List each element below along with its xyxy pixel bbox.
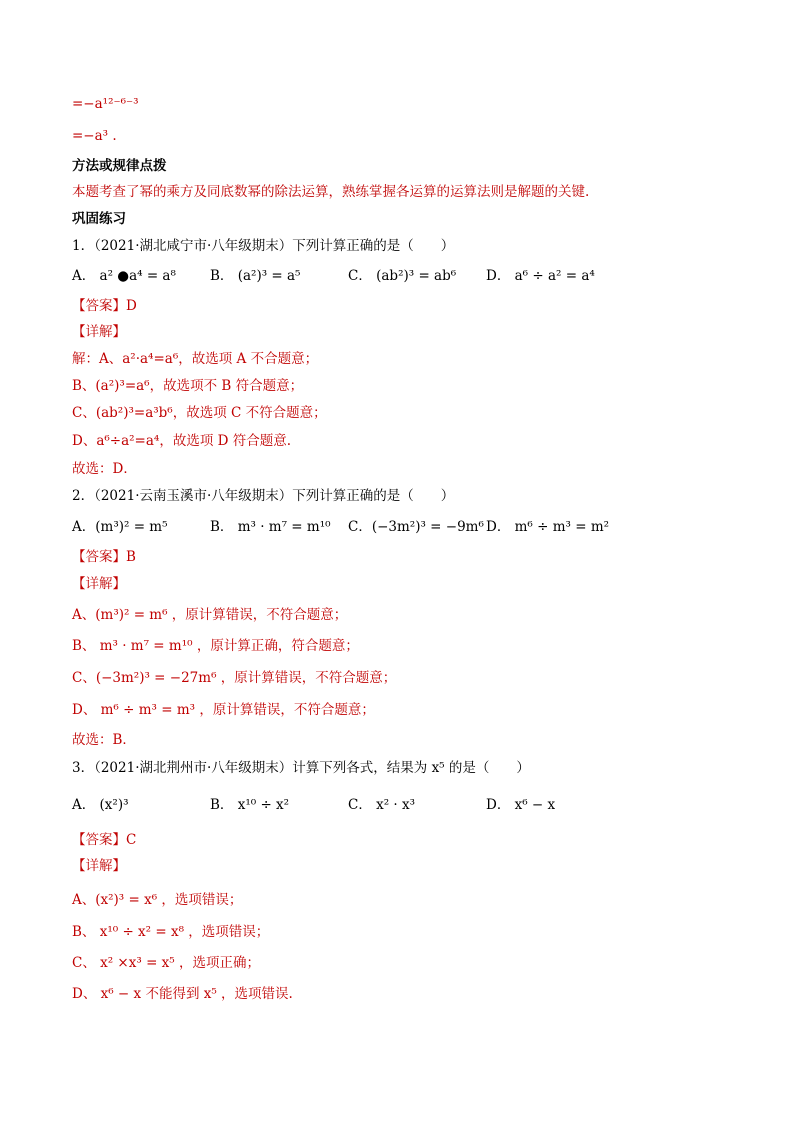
explanation-2-d: D、 m⁶ ÷ m³ = m³ ，原计算错误，不符合题意；	[72, 702, 375, 718]
explanation-1-b: B、(a²)³=a⁶，故选项不 B 符合题意；	[72, 378, 304, 394]
explanation-heading-2: 【详解】	[72, 576, 126, 592]
method-explanation: 本题考查了幂的乘方及同底数幂的除法运算，熟练掌握各运算的运算法则是解题的关键.	[72, 184, 590, 200]
conclusion-1: 故选：D．	[72, 461, 137, 477]
answer-1: 【答案】D	[72, 298, 137, 314]
explanation-3-b: B、 x¹⁰ ÷ x² = x⁸ ，选项错误；	[72, 924, 270, 940]
answer-2: 【答案】B	[72, 549, 136, 565]
question-2-options	[72, 517, 754, 537]
option-a: A． a² ●a⁴ = a⁸	[72, 268, 176, 284]
option-b: B． (a²)³ = a⁵	[210, 268, 301, 284]
section-heading-method: 方法或规律点拨	[72, 158, 167, 174]
question-1-options	[72, 266, 754, 286]
option-c: C． x² · x³	[348, 797, 416, 813]
explanation-2-a: A、(m³)² = m⁶ ，原计算错误，不符合题意；	[72, 607, 348, 623]
option-b: B． x¹⁰ ÷ x²	[210, 797, 290, 813]
answer-3: 【答案】C	[72, 832, 137, 848]
question-2: 2．（2021·云南玉溪市·八年级期末）下列计算正确的是（ ）	[72, 488, 455, 504]
question-3-options	[72, 795, 754, 815]
option-d: D． x⁶ − x	[486, 797, 556, 813]
question-3: 3．（2021·湖北荆州市·八年级期末）计算下列各式，结果为 x⁵ 的是（ ）	[72, 760, 530, 776]
explanation-1-a: 解：A、a²·a⁴=a⁶，故选项 A 不合题意；	[72, 351, 319, 367]
explanation-2-c: C、(−3m²)³ = −27m⁶ ，原计算错误，不符合题意；	[72, 670, 397, 686]
solution-step-2: =−a³ .	[72, 128, 117, 144]
question-1: 1．（2021·湖北咸宁市·八年级期末）下列计算正确的是（ ）	[72, 238, 455, 254]
conclusion-2: 故选：B．	[72, 732, 136, 748]
explanation-2-b: B、 m³ · m⁷ = m¹⁰ ，原计算正确，符合题意；	[72, 638, 359, 654]
option-a: A．(m³)² = m⁵	[72, 519, 168, 535]
option-d: D． m⁶ ÷ m³ = m²	[486, 519, 610, 535]
explanation-3-a: A、(x²)³ = x⁶ ，选项错误；	[72, 892, 243, 908]
explanation-3-d: D、 x⁶ − x 不能得到 x⁵ ，选项错误.	[72, 986, 293, 1002]
option-a: A． (x²)³	[72, 797, 129, 813]
solution-step-1: =−a¹²⁻⁶⁻³	[72, 96, 139, 112]
section-heading-practice: 巩固练习	[72, 211, 126, 227]
option-c: C．(−3m²)³ = −9m⁶	[348, 519, 484, 535]
explanation-heading-3: 【详解】	[72, 858, 126, 874]
explanation-heading-1: 【详解】	[72, 324, 126, 340]
explanation-1-d: D、a⁶÷a²=a⁴，故选项 D 符合题意.	[72, 433, 292, 449]
option-d: D． a⁶ ÷ a² = a⁴	[486, 268, 595, 284]
option-c: C． (ab²)³ = ab⁶	[348, 268, 457, 284]
explanation-3-c: C、 x² ×x³ = x⁵ ，选项正确；	[72, 955, 260, 971]
explanation-1-c: C、(ab²)³=a³b⁶，故选项 C 不符合题意；	[72, 405, 327, 421]
option-b: B． m³ · m⁷ = m¹⁰	[210, 519, 331, 535]
